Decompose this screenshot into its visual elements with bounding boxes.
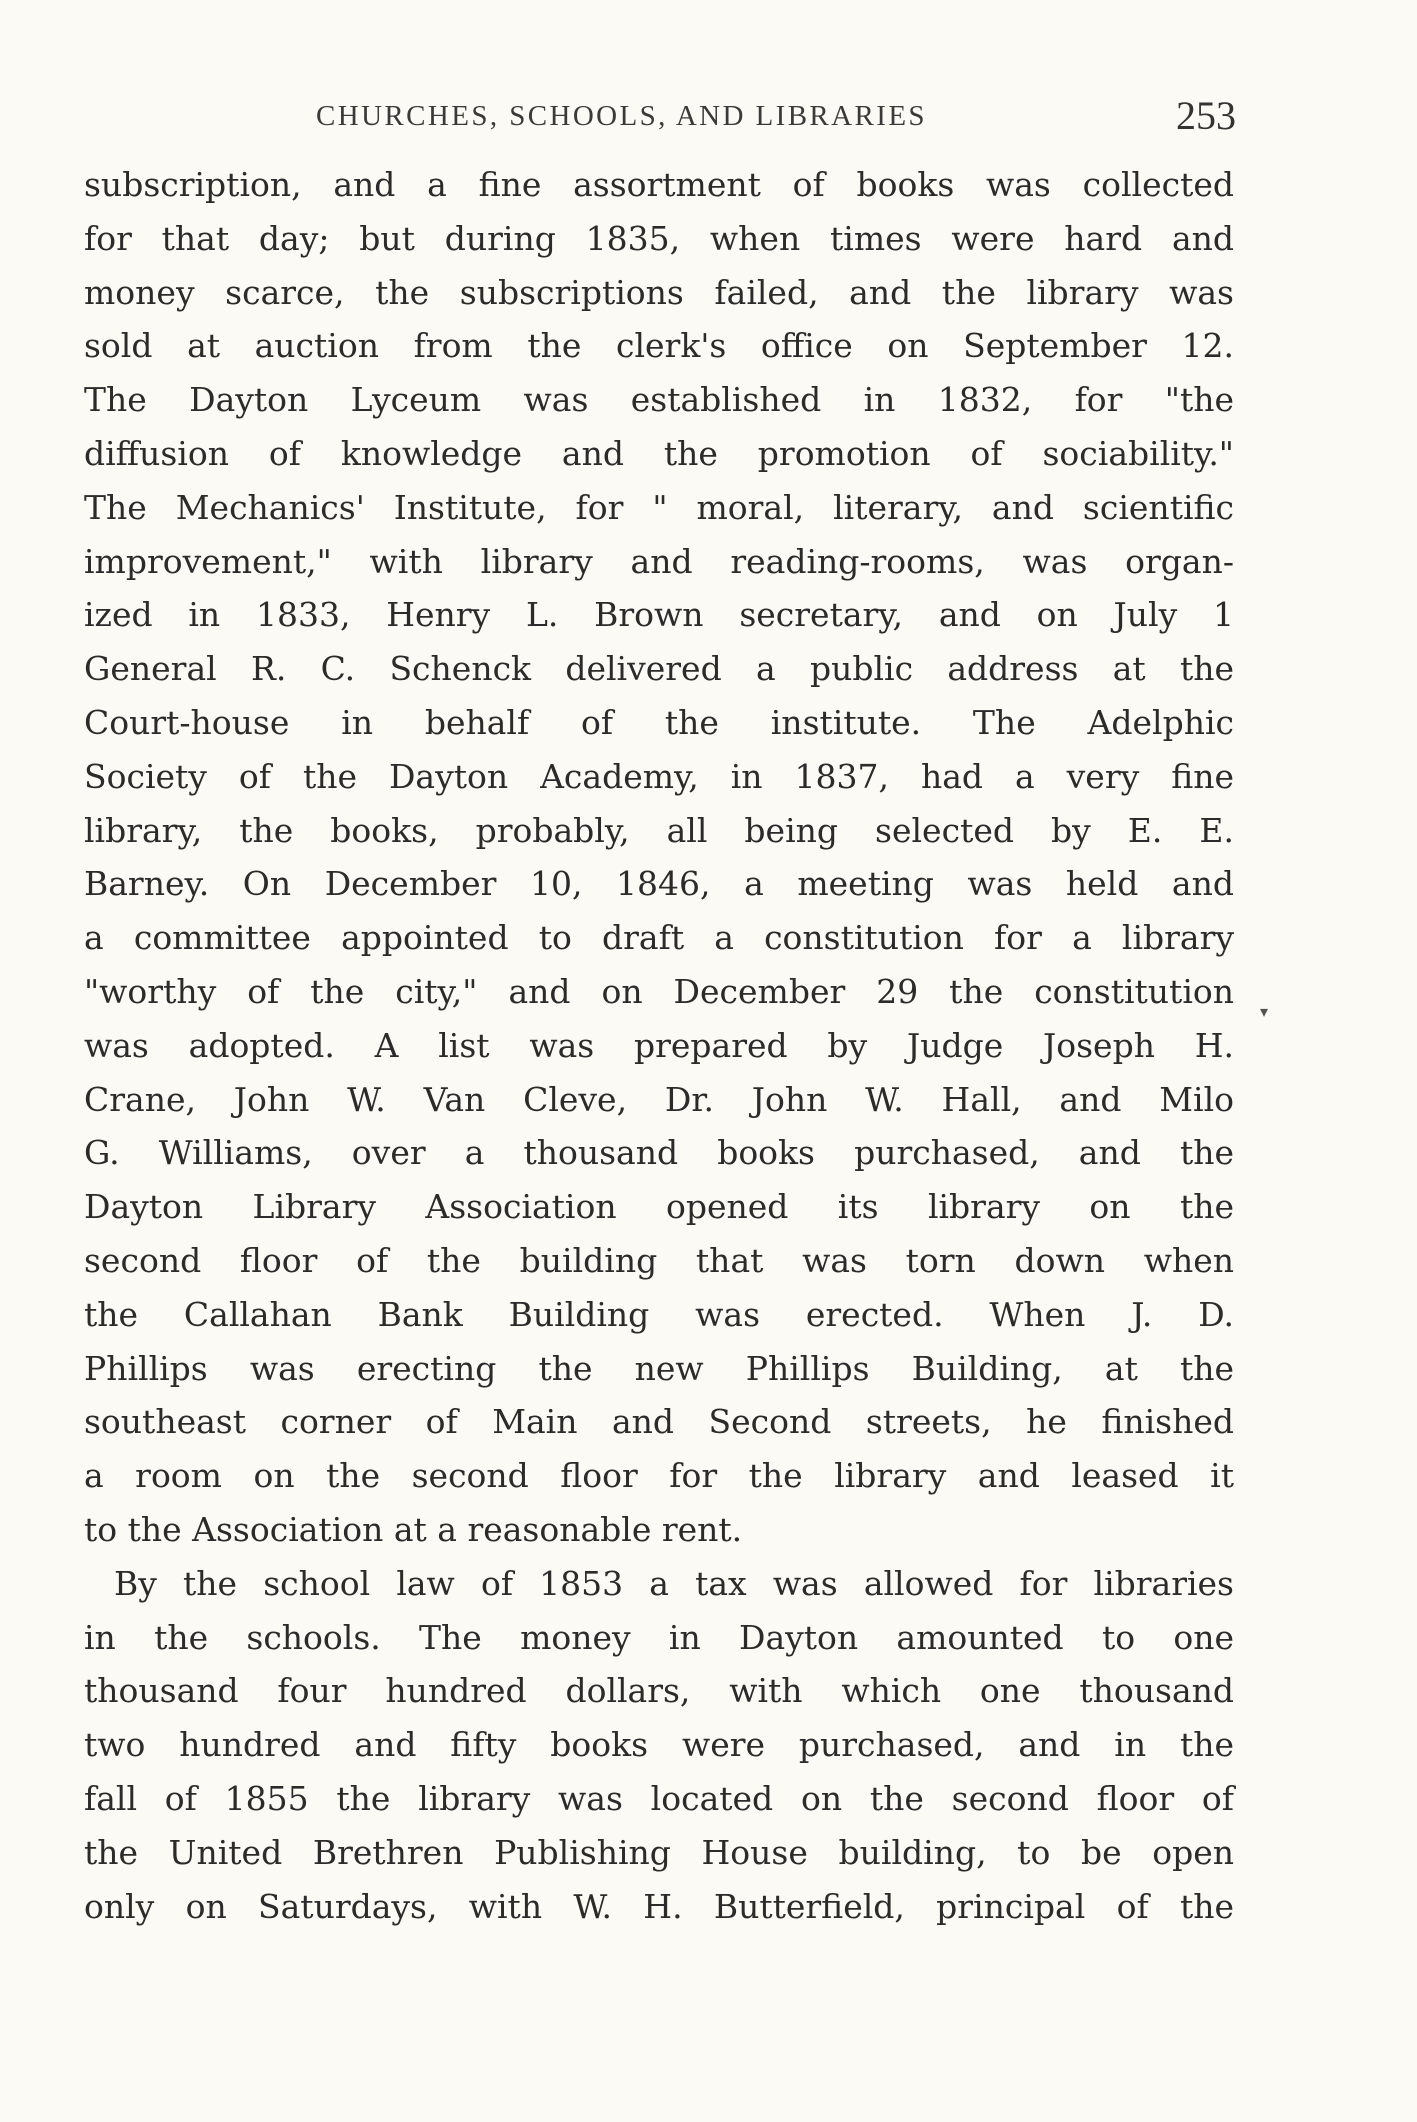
text-line: the Callahan Bank Building was erected. When J. D. xyxy=(84,1294,1234,1334)
text-line: a committee appointed to draft a constitution for a library xyxy=(84,918,1234,958)
text-line: the United Brethren Publishing House building, to be open xyxy=(84,1832,1234,1872)
text-line: Society of the Dayton Academy, in 1837, had a very fine xyxy=(84,756,1234,796)
text-line: General R. C. Schenck delivered a public address at the xyxy=(84,649,1234,689)
text-line: fall of 1855 the library was located on the second floor of xyxy=(84,1778,1234,1818)
margin-mark-icon: ▾ xyxy=(1260,1002,1269,1021)
text-line: Phillips was erecting the new Phillips Building, at the xyxy=(84,1348,1234,1388)
body-text xyxy=(84,158,1234,1933)
paragraph-start-line: By the school law of 1853 a tax was allowed for libraries xyxy=(114,1563,1234,1603)
text-line: thousand four hundred dollars, with which one thousand xyxy=(84,1671,1234,1711)
text-line: two hundred and fifty books were purchased, and in the xyxy=(84,1725,1234,1765)
text-line: The Dayton Lyceum was established in 1832, for "the xyxy=(84,380,1234,420)
text-line: southeast corner of Main and Second streets, he finished xyxy=(84,1402,1234,1442)
text-line: money scarce, the subscriptions failed, and the library was xyxy=(84,272,1234,312)
text-line: was adopted. A list was prepared by Judge Joseph H. xyxy=(84,1025,1234,1065)
text-line: Court-house in behalf of the institute. The Adelphic xyxy=(84,702,1234,742)
text-line: subscription, and a fine assortment of books was collected xyxy=(84,165,1234,204)
text-line: Barney. On December 10, 1846, a meeting was held and xyxy=(84,864,1234,904)
text-line: sold at auction from the clerk's office on September 12. xyxy=(84,326,1234,366)
text-line: second floor of the building that was torn down when xyxy=(84,1240,1234,1280)
text-line: G. Williams, over a thousand books purchased, and the xyxy=(84,1133,1234,1173)
paragraph-end-line: to the Association at a reasonable rent. xyxy=(84,1509,743,1549)
text-line: Crane, John W. Van Cleve, Dr. John W. Hall, and Milo xyxy=(84,1079,1234,1119)
text-line: Dayton Library Association opened its library on the xyxy=(84,1187,1234,1227)
text-line: a room on the second floor for the library and leased it xyxy=(84,1456,1234,1496)
text-line: in the schools. The money in Dayton amounted to one xyxy=(84,1617,1234,1657)
text-line: diffusion of knowledge and the promotion of sociability." xyxy=(84,433,1234,473)
text-line: "worthy of the city," and on December 29 the constitution xyxy=(84,971,1234,1011)
page-number: 253 xyxy=(1176,93,1236,138)
text-line: improvement," with library and reading-rooms, was organ- xyxy=(84,541,1234,581)
text-line: ized in 1833, Henry L. Brown secretary, and on July 1 xyxy=(84,595,1234,635)
text-line: library, the books, probably, all being selected by E. E. xyxy=(84,810,1234,850)
running-head-title: CHURCHES, SCHOOLS, AND LIBRARIES xyxy=(316,100,927,132)
text-line: only on Saturdays, with W. H. Butterfield, principal of the xyxy=(84,1886,1234,1926)
text-line: The Mechanics' Institute, for " moral, literary, and scientific xyxy=(84,487,1234,527)
running-head xyxy=(76,92,1236,144)
text-line: for that day; but during 1835, when times were hard and xyxy=(84,218,1234,258)
